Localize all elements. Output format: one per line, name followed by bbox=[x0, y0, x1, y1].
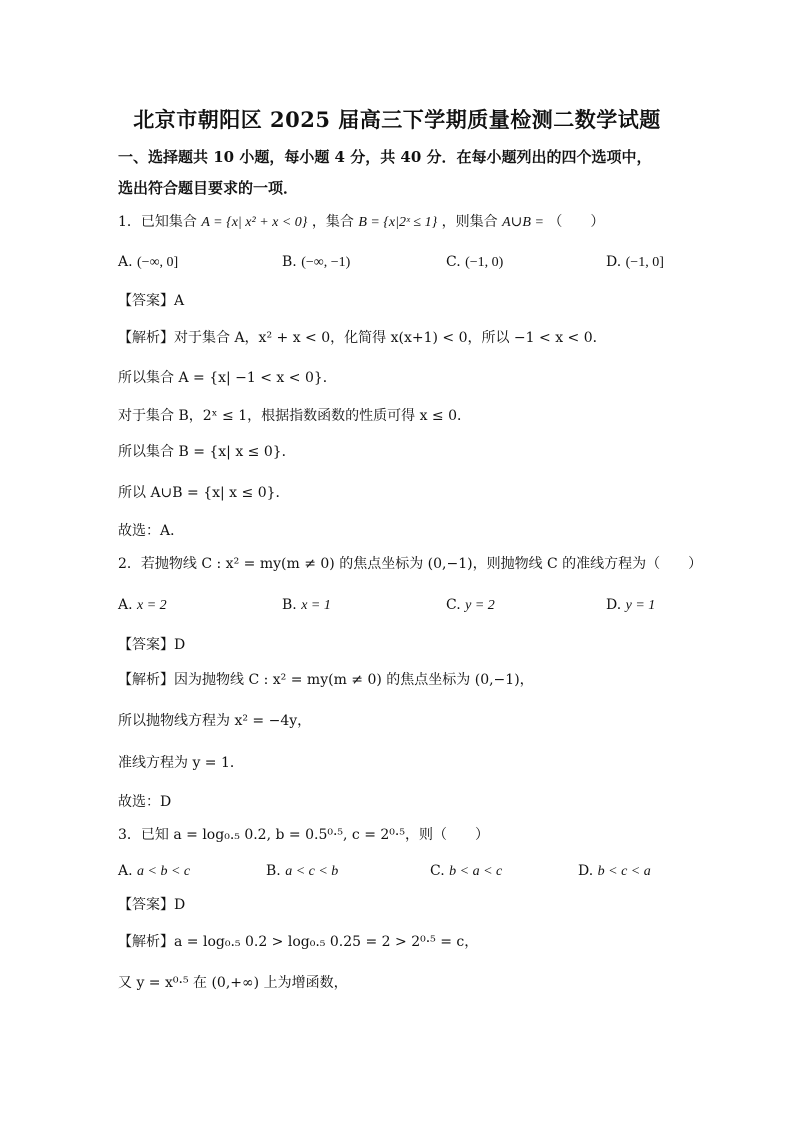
option-label: D. bbox=[606, 597, 622, 613]
q1-stem-prefix: 1．已知集合 bbox=[118, 214, 197, 230]
q1-paren: （ ） bbox=[548, 214, 605, 230]
q1-option-b bbox=[282, 254, 350, 271]
q1-analysis-line: 对于集合 B，2ˣ ≤ 1，根据指数函数的性质可得 x ≤ 0． bbox=[118, 408, 471, 424]
option-text: (−1, 0) bbox=[465, 255, 504, 270]
q2-option-d bbox=[606, 597, 655, 614]
option-label: D. bbox=[606, 254, 622, 270]
q1-union: A∪B = bbox=[502, 215, 544, 230]
option-text: b < a < c bbox=[449, 864, 503, 879]
q1-answer: 【答案】A bbox=[118, 293, 185, 309]
q1-analysis-line: 所以集合 A = {x| −1 < x < 0}． bbox=[118, 370, 337, 386]
option-label: C. bbox=[430, 863, 445, 879]
option-label: B. bbox=[282, 254, 297, 270]
option-label: B. bbox=[266, 863, 281, 879]
q3-answer: 【答案】D bbox=[118, 897, 186, 913]
option-label: B. bbox=[282, 597, 297, 613]
q2-analysis-line: 准线方程为 y = 1． bbox=[118, 755, 244, 771]
option-text: y = 2 bbox=[465, 598, 495, 613]
q2-analysis-line: 所以抛物线方程为 x² = −4y， bbox=[118, 713, 312, 729]
q3-option-a bbox=[118, 863, 190, 880]
option-text: y = 1 bbox=[625, 598, 656, 613]
section-heading-line2: 选出符合题目要求的一项． bbox=[118, 179, 299, 197]
q2-answer: 【答案】D bbox=[118, 637, 186, 653]
q3-stem: 3．已知 a = log₀.₅ 0.2, b = 0.5⁰·⁵, c = 2⁰·⁵，则（ ） bbox=[118, 827, 489, 843]
option-text: (−∞, 0] bbox=[137, 255, 179, 270]
q2-analysis-line: 【解析】因为抛物线 C : x² = my(m ≠ 0) 的焦点坐标为 (0,−1)， bbox=[118, 672, 534, 688]
option-label: C. bbox=[446, 597, 461, 613]
q1-analysis-line: 【解析】对于集合 A，x² + x < 0，化简得 x(x+1) < 0，所以 −1 < x < 0． bbox=[118, 330, 607, 346]
option-label: C. bbox=[446, 254, 461, 270]
q1-analysis-line: 所以集合 B = {x| x ≤ 0}． bbox=[118, 444, 296, 460]
q3-analysis-line: 【解析】a = log₀.₅ 0.2 > log₀.₅ 0.25 = 2 > 2⁰·⁵ = c， bbox=[118, 934, 479, 950]
q1-option-c bbox=[446, 254, 503, 271]
q3-option-c bbox=[430, 863, 502, 880]
q1-stem-tail: ，则集合 bbox=[441, 214, 498, 230]
option-text: x = 2 bbox=[137, 598, 167, 613]
q1-option-a bbox=[118, 254, 178, 271]
q1-analysis-line: 故选：A． bbox=[118, 523, 185, 539]
option-text: x = 1 bbox=[301, 598, 331, 613]
option-text: a < c < b bbox=[285, 864, 339, 879]
option-text: (−1, 0] bbox=[625, 255, 664, 270]
q1-stem-mid: ，集合 bbox=[311, 214, 354, 230]
page-title: 北京市朝阳区 2025 届高三下学期质量检测二数学试题 bbox=[133, 107, 661, 132]
q2-option-a bbox=[118, 597, 167, 614]
option-label: A. bbox=[118, 254, 133, 270]
option-text: (−∞, −1) bbox=[301, 255, 351, 270]
option-label: D. bbox=[578, 863, 594, 879]
option-label: A. bbox=[118, 597, 133, 613]
q1-analysis-line: 所以 A∪B = {x| x ≤ 0}． bbox=[118, 485, 290, 501]
option-text: b < c < a bbox=[597, 864, 651, 879]
q2-option-b bbox=[282, 597, 331, 614]
q2-analysis-line: 故选：D bbox=[118, 794, 172, 810]
q1-option-d bbox=[606, 254, 664, 271]
option-label: A. bbox=[118, 863, 133, 879]
section-heading-line1: 一、选择题共 10 小题，每小题 4 分，共 40 分．在每小题列出的四个选项中， bbox=[118, 148, 652, 166]
q3-analysis-line: 又 y = x⁰·⁵ 在 (0,+∞) 上为增函数， bbox=[118, 975, 348, 991]
q1-set-a: A = {x| x² + x < 0} bbox=[201, 215, 308, 230]
q2-stem: 2．若抛物线 C : x² = my(m ≠ 0) 的焦点坐标为 (0,−1)，则抛物线 C 的准线方程为（ ） bbox=[118, 556, 703, 572]
q3-option-d bbox=[578, 863, 651, 880]
option-text: a < b < c bbox=[137, 864, 191, 879]
q3-option-b bbox=[266, 863, 338, 880]
q1-set-b: B = {x|2ˣ ≤ 1} bbox=[358, 215, 438, 230]
q2-option-c bbox=[446, 597, 495, 614]
q1-stem bbox=[118, 211, 604, 231]
